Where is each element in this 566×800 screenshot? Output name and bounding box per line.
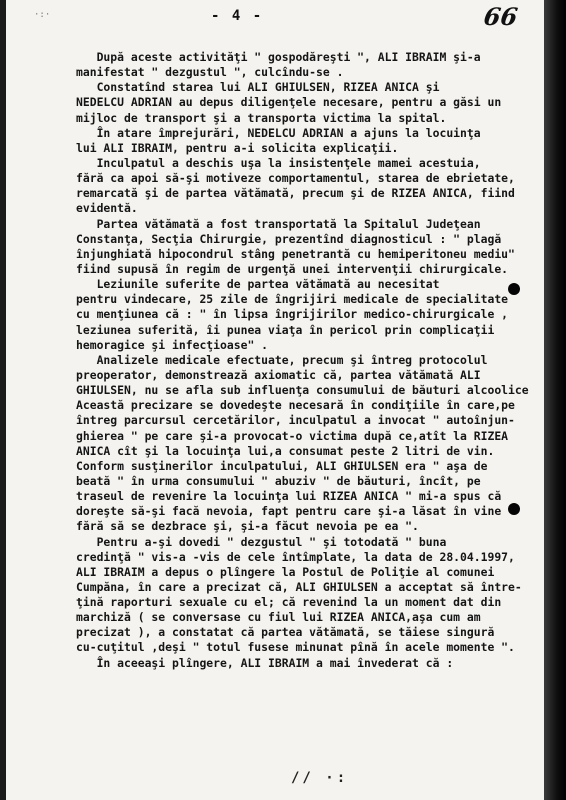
text-line: Inculpatul a deschis uşa la insistenţele mamei acestuia, (76, 155, 481, 170)
text-line: fără să se dezbrace şi, şi-a făcut nevoia pe ea ". (76, 519, 419, 534)
text-line: fiind supusă în regim de urgenţă unei intervenţii chirurgicale. (76, 261, 509, 276)
text-line: traseul de revenire la locuinţa lui RIZEA ANICA " mi-a spus că (76, 489, 502, 504)
text-line: manifestat " dezgustul ", culcîndu-se . (76, 65, 344, 80)
document-body (76, 50, 536, 671)
text-line: evidentă. (76, 201, 138, 216)
text-line: După aceste activităţi " gospodăreşti ", ALI IBRAIM şi-a (76, 50, 481, 64)
text-line: În aceeaşi plîngere, ALI IBRAIM a mai învederat că : (76, 655, 454, 670)
text-line: pentru vindecare, 25 zile de îngrijiri medicale de specialitate (76, 292, 509, 307)
text-line: ţină raporturi sexuale cu el; că revenind la un moment dat din (76, 595, 502, 610)
text-line: leziunea suferită, îi punea viaţa în pericol prin complicaţii (76, 322, 495, 337)
text-line: remarcată şi de partea vătămată, precum şi de RIZEA ANICA, fiind (76, 186, 515, 201)
text-line: Partea vătămată a fost transportată la Spitalul Judeţean (76, 216, 481, 231)
text-line: doreşte să-şi facă nevoia, fapt pentru care şi-a lăsat în vine (76, 504, 502, 519)
text-line: GHIULSEN, nu se afla sub influenţa consumului de băuturi alcoolice (76, 383, 529, 398)
text-line: credinţă " vis-a -vis de cele întîmplate, la data de 28.04.1997, (76, 549, 515, 564)
text-line: Leziunile suferite de partea vătămată au necesitat (76, 277, 440, 292)
text-line: mijloc de transport şi a transporta victima la spital. (76, 110, 447, 125)
corner-mark: ·:· (34, 10, 51, 20)
text-line: beată " în urma consumului " abuziv " de băuturi, încît, pe (76, 473, 481, 488)
text-line: În atare împrejurări, NEDELCU ADRIAN a ajuns la locuinţa (76, 125, 481, 140)
text-line: cu menţiunea că : " în lipsa îngrijirilor medico-chirurgicale , (76, 307, 509, 322)
text-line: înjunghiată hipocondrul stâng penetrantă cu hemiperitoneu mediu" (76, 246, 515, 261)
folio-number: 66 (481, 2, 520, 31)
text-line: cu-cuţitul ,deşi " totul fusese minunat pînă în acele momente ". (76, 640, 515, 655)
text-line: Cumpăna, în care a precizat că, ALI GHIULSEN a acceptat să între- (76, 579, 522, 594)
text-line: ghierea " pe care şi-a provocat-o victima după ce,atît la RIZEA (76, 428, 509, 443)
text-line: lui ALI IBRAIM, pentru a-i solicita explicaţii. (76, 140, 399, 155)
text-line: Constanţa, Secţia Chirurgie, prezentînd diagnosticul : " plagă (76, 231, 502, 246)
text-line: Această precizare se dovedeşte necesară în condiţiile în care,pe (76, 398, 515, 413)
page-number: - 4 - (211, 8, 264, 24)
footer-mark: // ·: (291, 770, 349, 786)
text-line: întreg parcursul cercetărilor, inculpatul a invocat " autoînjun- (76, 413, 515, 428)
scanner-edge-shadow (544, 0, 566, 800)
document-page (6, 0, 544, 800)
text-line: precizat ), a constatat că partea vătămată, se tăiese singură (76, 625, 495, 640)
text-line: hemoragice şi infecţioase" . (76, 337, 269, 352)
text-line: Pentru a-şi dovedi " dezgustul " şi totodată " buna (76, 534, 447, 549)
text-line: Analizele medicale efectuate, precum şi întreg protocolul (76, 352, 488, 367)
text-line: fără ca apoi să-şi motiveze comportamentul, starea de ebrietate, (76, 171, 515, 186)
text-line: preoperator, demonstrează axiomatic că, partea vătămată ALI (76, 367, 481, 382)
text-line: ALI IBRAIM a depus o plîngere la Postul de Poliţie al comunei (76, 564, 495, 579)
text-line: ANICA cît şi la locuinţa lui,a consumat peste 2 litri de vin. (76, 443, 495, 458)
text-line: NEDELCU ADRIAN au depus diligenţele necesare, pentru a găsi un (76, 95, 502, 110)
punch-hole-lower (508, 503, 520, 515)
text-line: marchiză ( se conversase cu fiul lui RIZEA ANICA,aşa cum am (76, 610, 481, 625)
text-line: Constatînd starea lui ALI GHIULSEN, RIZEA ANICA şi (76, 80, 440, 95)
punch-hole-upper (508, 283, 520, 295)
text-line: Conform susţinerilor inculpatului, ALI GHIULSEN era " aşa de (76, 458, 488, 473)
